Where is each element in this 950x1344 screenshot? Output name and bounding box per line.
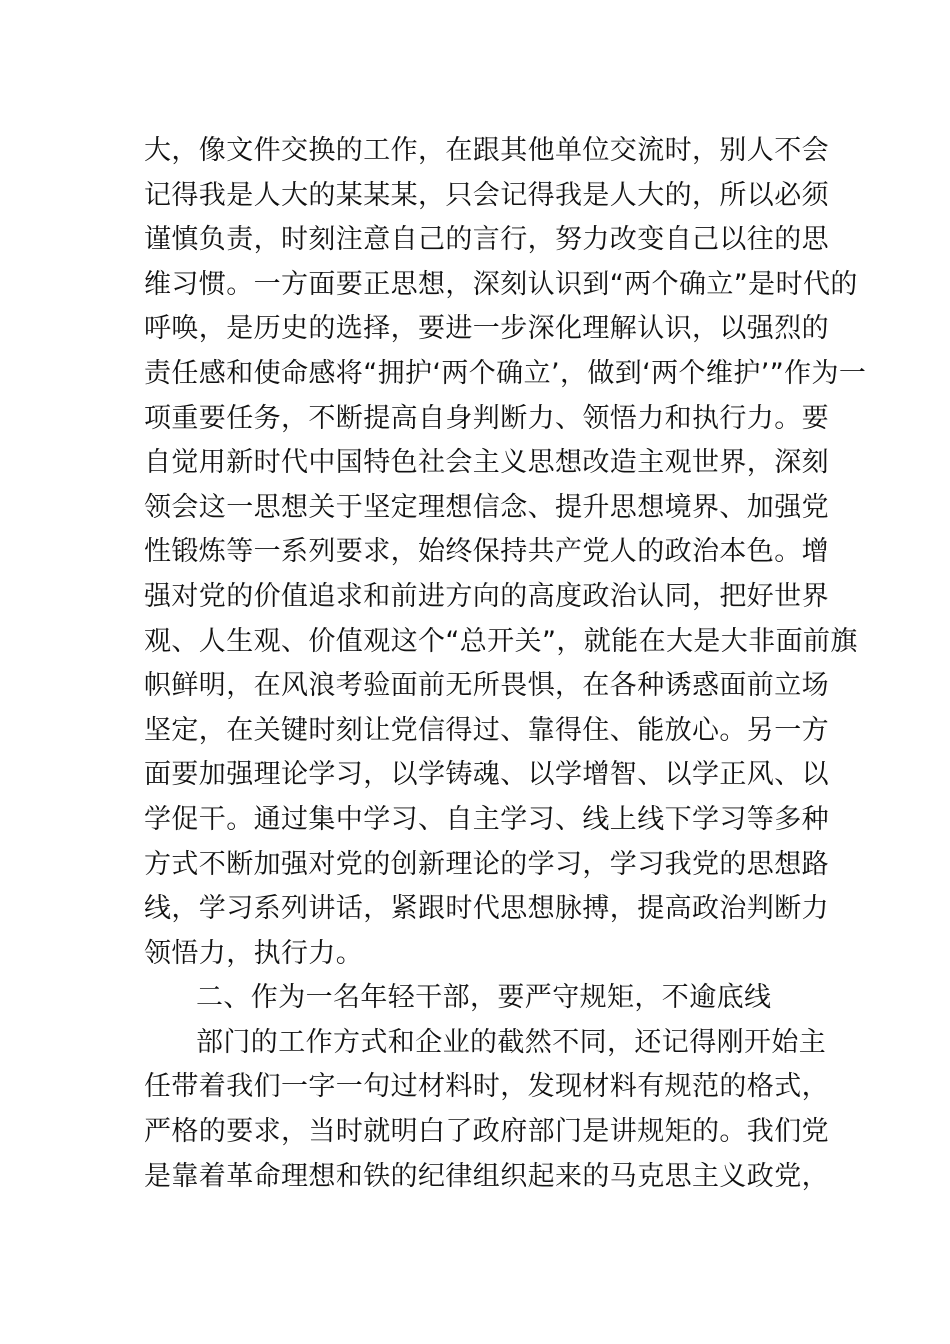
- body-text: [144, 129, 867, 1199]
- text-line: 责任感和使命感将“拥护‘两个确立’，做到‘两个维护’”作为一: [144, 357, 867, 389]
- text-line: 维习惯。一方面要正思想，深刻认识到“两个确立”是时代的: [144, 268, 858, 300]
- text-line: 项重要任务，不断提高自身判断力、领悟力和执行力。要: [144, 402, 829, 434]
- paragraph-start-line: 部门的工作方式和企业的截然不同，还记得刚开始主: [196, 1026, 827, 1058]
- text-line: 任带着我们一字一句过材料时，发现材料有规范的格式，: [144, 1071, 829, 1103]
- text-line: 线，学习系列讲话，紧跟时代思想脉搏，提高政治判断力: [144, 893, 829, 925]
- text-line: 自觉用新时代中国特色社会主义思想改造主观世界，深刻: [144, 447, 829, 479]
- text-line: 方式不断加强对党的创新理论的学习，学习我党的思想路: [144, 848, 829, 880]
- text-line: 严格的要求，当时就明白了政府部门是讲规矩的。我们党: [144, 1116, 829, 1148]
- text-line: 谨慎负责，时刻注意自己的言行，努力改变自己以往的思: [144, 224, 829, 256]
- text-line: 坚定，在关键时刻让党信得过、靠得住、能放心。另一方: [144, 714, 829, 746]
- text-line: 领会这一思想关于坚定理想信念、提升思想境界、加强党: [144, 491, 829, 523]
- text-line: 面要加强理论学习，以学铸魂、以学增智、以学正风、以: [144, 759, 829, 791]
- text-line: 学促干。通过集中学习、自主学习、线上线下学习等多种: [144, 803, 829, 835]
- text-line: 性锻炼等一系列要求，始终保持共产党人的政治本色。增: [144, 536, 829, 568]
- text-line: 强对党的价值追求和前进方向的高度政治认同，把好世界: [144, 580, 829, 612]
- text-line: 领悟力，执行力。: [144, 937, 364, 969]
- section-heading: 二、作为一名年轻干部，要严守规矩，不逾底线: [196, 982, 772, 1014]
- text-line: 记得我是人大的某某某，只会记得我是人大的，所以必须: [144, 179, 829, 211]
- text-line: 帜鲜明，在风浪考验面前无所畏惧，在各种诱惑面前立场: [144, 670, 829, 702]
- text-line: 呼唤，是历史的选择，要进一步深化理解认识，以强烈的: [144, 313, 829, 345]
- text-line: 大，像文件交换的工作，在跟其他单位交流时，别人不会: [144, 135, 829, 166]
- text-line: 是靠着革命理想和铁的纪律组织起来的马克思主义政党，: [144, 1160, 829, 1192]
- text-line: 观、人生观、价值观这个“总开关”，就能在大是大非面前旗: [144, 625, 858, 657]
